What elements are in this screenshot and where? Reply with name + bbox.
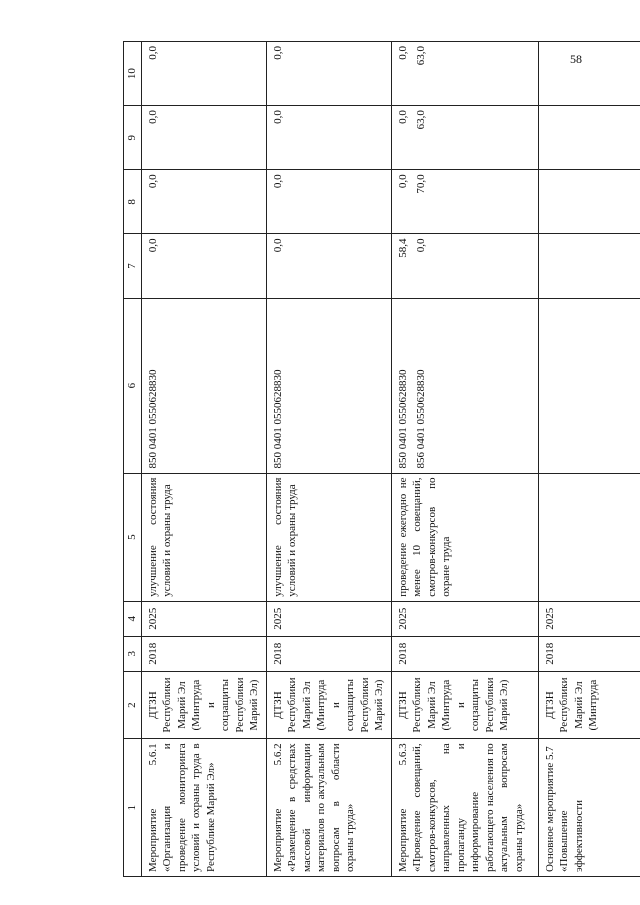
activity-name-cell: Основное мероприятие 5.7 «Повышение эффективности [538,739,640,877]
end-year-cell: 2025 [266,601,391,636]
value: 0,0 [146,174,159,189]
table-row [391,42,538,877]
column-number-5: 5 [124,473,142,601]
responsible-executor-cell: ДТЗН Республики Марий Эл (Минтруда и соцзащиты Республики Марий Эл) [141,671,266,739]
expected-result-cell [538,473,640,601]
value-col9-cell [538,106,640,170]
value: 0,0 [396,174,409,189]
budget-code-cell [391,298,538,473]
column-number-9: 9 [124,106,142,170]
expected-result-cell: улучшение состояния условий и охраны труда [141,473,266,601]
value: 58,4 [396,238,409,258]
value: 0,0 [271,174,284,189]
column-number-1: 1 [124,739,142,877]
start-year-cell: 2018 [538,636,640,671]
column-number-6: 6 [124,298,142,473]
responsible-executor-cell: ДТЗН Республики Марий Эл (Минтруда [538,671,640,739]
value-col7-cell [141,234,266,298]
expected-result-cell: проведение ежегодно не менее 10 совещаний, смотров-конкурсов по охране труда [391,473,538,601]
value-col8-cell [538,170,640,234]
responsible-executor-cell: ДТЗН Республики Марий Эл (Минтруда и соцзащиты Республики Марий Эл) [391,671,538,739]
budget-code-cell [266,298,391,473]
value: 0,0 [396,110,409,124]
start-year-cell: 2018 [391,636,538,671]
column-number-2: 2 [124,671,142,739]
start-year-cell: 2018 [141,636,266,671]
value-col10-cell [141,42,266,106]
value-col9-cell [141,106,266,170]
value: 0,0 [146,238,159,253]
value-col10-cell [538,42,640,106]
value: 0,0 [146,110,159,124]
activity-name-cell: Мероприятие 5.6.2 «Размещение в средствах массовой информации материалов по актуальным вопросам в области охраны труда» [266,739,391,877]
expected-result-cell: улучшение состояния условий и охраны труда [266,473,391,601]
budget-code: 850 0401 0550628830 [146,369,159,469]
end-year-cell: 2025 [391,601,538,636]
value: 0,0 [146,46,159,60]
page-number: 58 [570,52,582,66]
value-col8-cell [141,170,266,234]
end-year-cell: 2025 [538,601,640,636]
program-activities-table [123,41,640,877]
budget-code-cell [141,298,266,473]
column-number-3: 3 [124,636,142,671]
value: 0,0 [271,238,284,253]
column-number-4: 4 [124,601,142,636]
value: 0,0 [271,46,284,60]
budget-code: 856 0401 0550628830 [415,369,428,469]
budget-code-cell [538,298,640,473]
value: 63,0 [415,46,428,66]
value-col10-cell [266,42,391,106]
value: 0,0 [271,110,284,124]
table-header-row [124,42,142,877]
value-col8-cell [266,170,391,234]
budget-code: 850 0401 0550628830 [271,369,284,469]
value: 63,0 [415,110,428,130]
end-year-cell: 2025 [141,601,266,636]
activity-name-cell: Мероприятие 5.6.3 «Проведение совещаний, смотров-конкурсов, направленных на пропаганду и информирование работающего населения по актуальным вопросам охраны труда» [391,739,538,877]
responsible-executor-cell: ДТЗН Республики Марий Эл (Минтруда и соцзащиты Республики Марий Эл) [266,671,391,739]
value-col10-cell [391,42,538,106]
value-col7-cell [266,234,391,298]
value: 0,0 [396,46,409,60]
value-col8-cell [391,170,538,234]
value-col7-cell [538,234,640,298]
rotated-table-container [123,41,640,877]
table-row [266,42,391,877]
column-number-10: 10 [124,42,142,106]
table-row [141,42,266,877]
value-col9-cell [266,106,391,170]
column-number-8: 8 [124,170,142,234]
value-col7-cell [391,234,538,298]
column-number-7: 7 [124,234,142,298]
budget-code: 850 0401 0550628830 [396,369,409,469]
value-col9-cell [391,106,538,170]
value: 0,0 [415,238,428,253]
start-year-cell: 2018 [266,636,391,671]
value: 70,0 [415,174,428,194]
activity-name-cell: Мероприятие 5.6.1 «Организация и проведение мониторинга условий и охраны труда в Республике Марий Эл» [141,739,266,877]
table-row [538,42,640,877]
